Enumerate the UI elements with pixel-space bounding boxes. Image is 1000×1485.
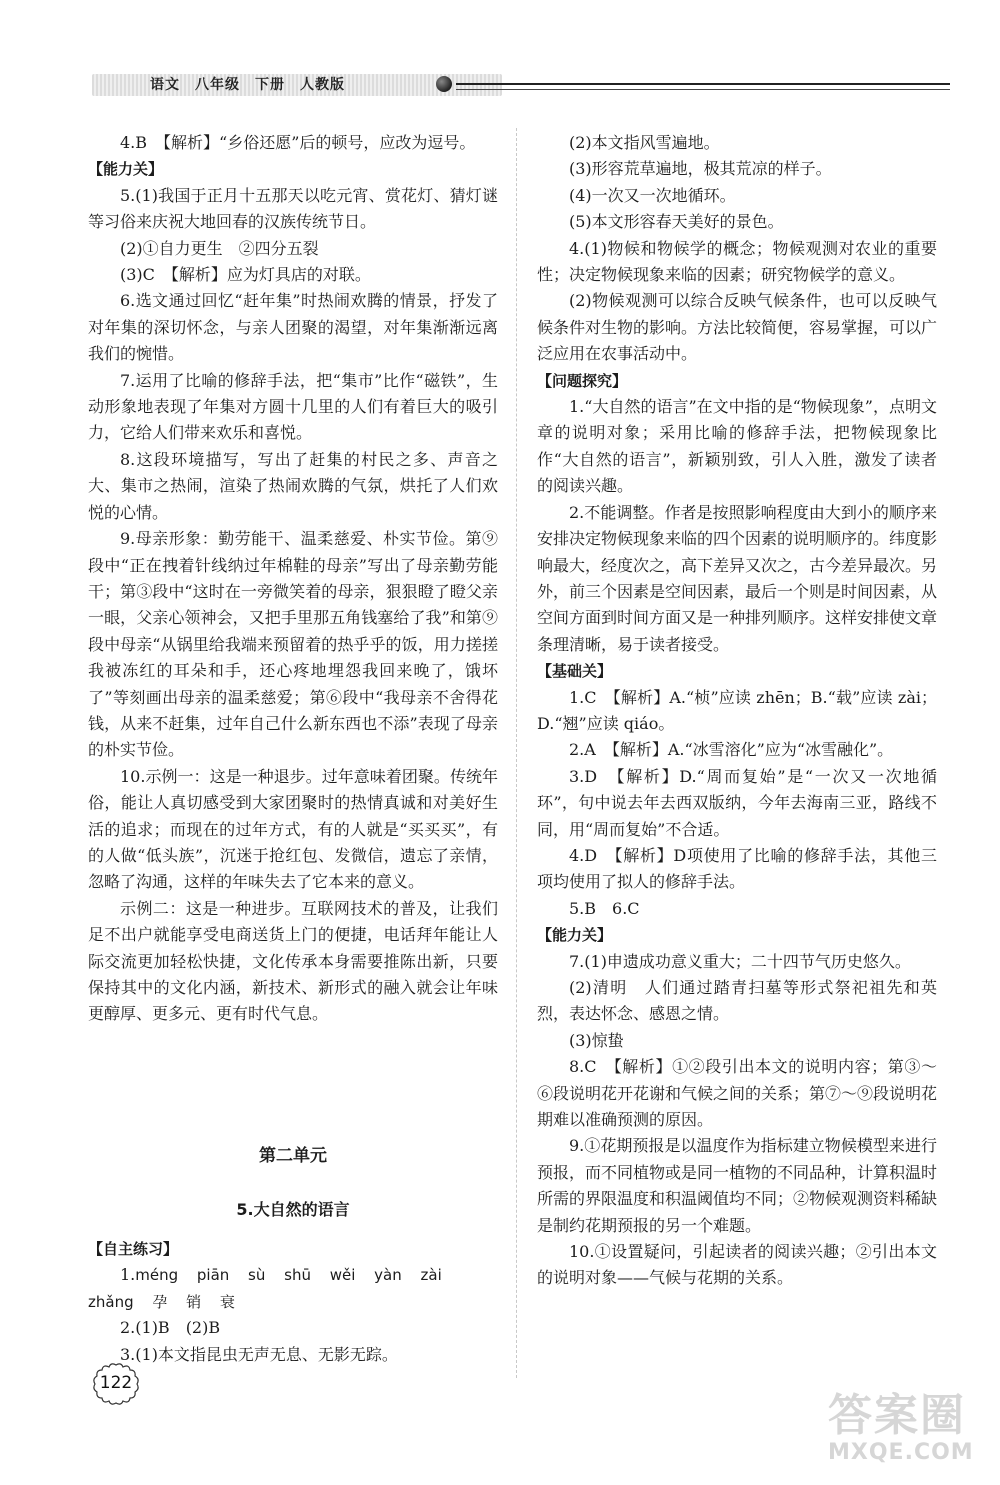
answer-3-1: 3.(1)本文指昆虫无声无息、无影无踪。: [120, 1344, 398, 1364]
answer-1-pinyin: [88, 1262, 498, 1288]
left-column: [88, 130, 498, 1028]
ability-7-2: (2)清明 人们通过踏青扫墓等形式祭祀祖先和英烈，表达怀念、感恩之情。: [537, 978, 937, 1024]
basic-3: 3.D 【解析】D.“周而复始”是“一次又一次地循环”，句中说去年去西双版纳，今年去海南三亚，路线不同，用“周而复始”不合适。: [537, 766, 937, 839]
inquiry-1: 1.“大自然的语言”在文中指的是“物候现象”，点明文章的说明对象；采用比喻的修辞手法，把物候现象比作“大自然的语言”，新颖别致，引人入胜，激发了读者的阅读兴趣。: [537, 397, 937, 496]
left-column-lower: [88, 1236, 498, 1368]
answer-1-number: 1.: [120, 1265, 136, 1285]
answer-3-4: (4)一次又一次地循环。: [569, 185, 736, 205]
unit-title: 第二单元: [259, 1146, 327, 1166]
answer-4: 4.B 【解析】“乡俗还愿”后的顿号，应改为逗号。: [120, 133, 476, 152]
basic-5-6: 5.B 6.C: [569, 898, 640, 918]
right-column: [537, 130, 937, 1292]
answer-8: 8.这段环境描写，写出了赶集的村民之多、声音之大、集市之热闹，渲染了热闹欢腾的气氛，烘托了人们欢悦的心情。: [88, 449, 498, 522]
page-number: 122: [99, 1373, 133, 1393]
answer-7: 7.运用了比喻的修辞手法，把“集市”比作“磁铁”，生动形象地表现了年集对方圆十几里的人们有着巨大的吸引力，它给人们带来欢乐和喜悦。: [88, 370, 498, 443]
basic-4: 4.D 【解析】D项使用了比喻的修辞手法，其他三项均使用了拟人的修辞手法。: [537, 845, 937, 892]
section-self-practice: 【自主练习】: [88, 1240, 179, 1258]
answer-3-2: (2)本文指风雪遍地。: [569, 133, 720, 152]
header-rule: [456, 83, 950, 85]
answer-10-example-2: 示例二：这是一种进步。互联网技术的普及，让我们足不出户就能享受电商送货上门的便捷，电话拜年能让人际交流更加轻松快捷，文化传承本身需要推陈出新，只要保持其中的文化内涵，新技术、新形式的融入就会让年味更醇厚、更多元、更有时代气息。: [88, 898, 498, 1024]
ability-7-3: (3)惊蛰: [569, 1030, 624, 1050]
answer-4-2: (2)物候观测可以综合反映气候条件，也可以反映气候条件对生物的影响。方法比较简便，容易掌握，可以广泛应用在农事活动中。: [537, 291, 938, 364]
answer-2: 2.(1)B (2)B: [120, 1318, 221, 1338]
inquiry-2: 2.不能调整。作者是按照影响程度由大到小的顺序来安排决定物候现象来临的四个因素的说明顺序的。纬度影响最大，经度次之，高下差异又次之，古今差异最次。另外，前三个因素是空间因素，最后一个则是时间因素，从空间方面到时间方面又是一种排列顺序。这样安排使文章条理清晰，易于读者接受。: [537, 502, 938, 654]
answer-1-pinyin-cont: [88, 1289, 498, 1315]
section-basic: 【基础关】: [537, 662, 613, 681]
watermark-text: 答案圈: [828, 1390, 966, 1441]
header-rule-thin: [456, 89, 950, 90]
header-title: 语文 八年级 下册 人教版: [150, 77, 345, 93]
answer-9: 9.母亲形象：勤劳能干、温柔慈爱、朴实节俭。第⑨段中“正在拽着针线纳过年棉鞋的母亲”写出了母亲勤劳能干；第③段中“这时在一旁微笑着的母亲，狠狠瞪了瞪父亲一眼，父亲心领神会，又把手里那五角钱塞给了我”和第⑨段中母亲“从锅里给我端来预留着的热乎乎的饭，用力搓搓我被冻红的耳朵和手，还心疼地埋怨我回来晚了，饿坏了”等刻画出母亲的温柔慈爱；第⑥段中“我母亲不舍得花钱，从来不赶集，过年自己什么新东西也不添”表现了母亲的朴实节俭。: [88, 529, 498, 760]
ability-7-1: 7.(1)申遗成功意义重大；二十四节气历史悠久。: [569, 951, 911, 971]
section-ability: 【能力关】: [88, 160, 164, 179]
answer-5-1: 5.(1)我国于正月十五那天以吃元宵、赏花灯、猜灯谜等习俗来庆祝大地回春的汉族传统节日。: [88, 185, 498, 232]
ability-9: 9.①花期预报是以温度作为指标建立物候模型来进行预报，而不同植物或是同一植物的不同品种，计算积温时所需的界限温度和积温阈值均不同；②物候观测资料稀缺是制约花期预报的另一个难题。: [537, 1136, 938, 1235]
section-ability-2: 【能力关】: [537, 926, 613, 945]
ability-8: 8.C 【解析】①②段引出本文的说明内容；第③～⑥段说明花开花谢和气候之间的关系；第⑦～⑨段说明花期难以准确预测的原因。: [537, 1057, 938, 1130]
answer-5-2: (2)①自力更生 ②四分五裂: [120, 238, 319, 258]
watermark-logo: [828, 1392, 988, 1472]
pinyin-line-1: méng piān sù shū wěi yàn zài: [135, 1266, 442, 1285]
answer-3-3: (3)形容荒草遍地，极其荒凉的样子。: [569, 159, 832, 179]
pinyin-line-2: zhǎng 孕 销 衰: [88, 1292, 235, 1311]
ability-10: 10.①设置疑问，引起读者的阅读兴趣；②引出本文的说明对象——气候与花期的关系。: [537, 1242, 937, 1288]
page-number-badge: [92, 1362, 140, 1406]
answer-6: 6.选文通过回忆“赶年集”时热闹欢腾的情景，抒发了对年集的深切怀念，与亲人团聚的渴望，对年集渐渐远离我们的惋惜。: [88, 291, 498, 364]
running-header: [70, 66, 950, 102]
answer-4-1: 4.(1)物候和物候学的概念；物候观测对农业的重要性；决定物候现象来临的因素；研究物候学的意义。: [537, 238, 937, 285]
watermark-domain: MXQE.COM: [828, 1440, 974, 1465]
answer-5-3: (3)C 【解析】应为灯具店的对联。: [120, 265, 371, 285]
header-ornament-icon: [436, 76, 452, 92]
column-divider: [516, 128, 517, 1378]
section-inquiry: 【问题探究】: [537, 371, 628, 390]
basic-2: 2.A 【解析】A.“冰雪溶化”应为“冰雪融化”。: [569, 740, 894, 760]
answer-10-example-1: 10.示例一：这是一种退步。过年意味着团聚。传统年俗，能让人真切感受到大家团聚时的热情真诚和对美好生活的追求；而现在的过年方式，有的人就是“买买买”，有的人做“低头族”，沉迷于抢红包、发微信，遗忘了亲情，忽略了沟通，这样的年味失去了它本来的意义。: [88, 766, 498, 892]
answer-3-5: (5)本文形容春天美好的景色。: [569, 212, 784, 232]
lesson-title: 5.大自然的语言: [236, 1200, 350, 1219]
basic-1: 1.C 【解析】A.“桢”应读 zhēn；B.“载”应读 zài；D.“翘”应读 qiáo。: [537, 687, 937, 733]
